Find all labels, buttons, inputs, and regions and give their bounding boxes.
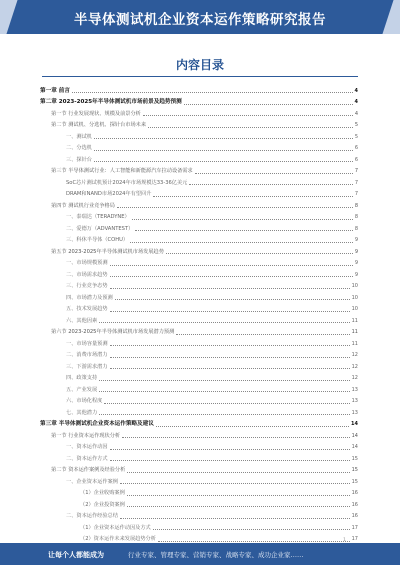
toc-entry-page: 15 [351,467,358,473]
toc-dot-leader [110,288,350,289]
toc-entry-title: （1）企业收购案例 [80,490,125,496]
toc-dot-leader [110,265,353,266]
toc-entry-title: 四、政策支持 [66,375,98,381]
toc-entry-title: 七、其他潜力 [66,409,98,416]
toc-dot-leader [110,368,350,369]
toc-dot-leader [127,495,350,496]
toc-entry-title: 一、市场容量预测 [66,340,108,347]
toc-dot-leader [110,311,350,312]
toc-dot-leader [99,391,349,392]
toc-entry-page: 7 [354,191,358,197]
toc-entry-title: 第三章 半导体测试机企业资本运作策略及建议 [40,421,154,427]
toc-entry-page: 5 [354,133,358,140]
toc-entry-title: 第二节 资本运作案例及经验分析 [51,467,126,473]
toc-entry-title: 一、测试机 [66,133,92,140]
toc-entry-title: 五、技术发展趋势 [66,306,108,312]
toc-entry[interactable] [40,486,358,498]
toc-entry[interactable] [40,244,358,256]
toc-entry-title: 一、资本运作动因 [66,444,108,450]
toc-entry-page: 10 [351,306,358,312]
footer-slogan: 让每个人都能成为 [48,551,104,559]
toc-entry[interactable] [40,497,358,509]
toc-dot-leader [94,138,353,139]
toc-dot-leader [153,196,352,197]
toc-entry[interactable] [40,164,358,176]
toc-entry-title: 第三节 半导体测试行业：人工智能和新能源汽车拉动设备需求 [51,168,193,174]
toc-entry-page: 12 [351,352,358,358]
report-title: 半导体测试机企业资本运作策略研究报告 [74,12,326,28]
toc-entry-page: 7 [354,179,358,186]
toc-entry[interactable] [40,463,358,475]
toc-entry-title: 第五节 2023-2025年半导体测试机市场发展趋势 [51,248,164,255]
toc-entry-title: （1）企业资本运作动因及方式 [80,524,151,531]
toc-entry-page: 9 [354,260,358,266]
toc-entry-page: 13 [351,398,358,404]
toc-entry[interactable] [40,187,358,199]
toc-entry-title: 二、爱德万（ADVANTEST） [66,225,134,232]
toc-entry-page: 8 [354,202,358,209]
toc-entry[interactable] [40,221,358,233]
toc-dot-leader [122,437,350,438]
toc-dot-leader [94,161,353,162]
toc-entry-page: 12 [351,363,358,370]
toc-entry-page: 16 [351,490,358,496]
toc-dot-leader [148,127,353,128]
toc-entry-title: 二、资本运作方式 [66,455,108,462]
toc-dot-leader [176,334,349,335]
toc-entry[interactable] [40,417,358,429]
toc-entry-page: 9 [354,271,358,278]
toc-entry-title: SoC芯片测试机预计2024年市场规模达33-36亿美元 [66,179,188,186]
toc-entry[interactable] [40,428,358,440]
toc-entry[interactable] [40,129,358,141]
toc-entry[interactable] [40,141,358,153]
toc-entry-title: （2）企业投资案例 [80,501,125,508]
toc-entry-title: 第一章 前言 [40,87,70,94]
toc-entry-page: 10 [351,294,358,301]
toc-dot-leader [110,345,350,346]
toc-entry-page: 16 [351,513,358,519]
toc-entry[interactable] [40,290,358,302]
toc-entry[interactable] [40,302,358,314]
toc-entry[interactable] [40,233,358,245]
toc-dot-leader [130,242,353,243]
toc-entry[interactable] [40,440,358,452]
toc-entry-page: 9 [354,248,358,255]
toc-dot-leader [120,483,350,484]
toc-entry-page: 4 [354,87,358,94]
toc-dot-leader [99,380,349,381]
toc-dot-leader [135,230,352,231]
toc-entry[interactable] [40,210,358,222]
toc-dot-leader [158,541,350,542]
toc-entry-page: 6 [354,145,358,151]
toc-entry[interactable] [40,359,358,371]
toc-entry[interactable] [40,198,358,210]
toc-entry-page: 10 [351,283,358,289]
toc-dot-leader [143,115,353,116]
toc-entry-page: 14 [351,444,358,450]
toc-dot-leader [110,276,353,277]
toc-entry[interactable] [40,474,358,486]
toc-entry-title: 第四节 测试机行业竞争格局 [51,202,115,209]
toc-entry-title: 一、市场规模预测 [66,260,108,266]
page-header [0,0,400,34]
toc-entry-title: 第二章 2023-2025年半导体测试机市场前景及趋势预测 [40,99,182,105]
toc-entry[interactable] [40,267,358,279]
page-number: 1 [343,538,346,543]
toc-entry-page: 4 [354,110,358,117]
toc-entry-title: 三、探针台 [66,156,92,163]
toc-dot-leader [132,219,353,220]
toc-entry-page: 5 [354,122,358,128]
toc-dot-leader [166,253,353,254]
toc-entry[interactable] [40,336,358,348]
toc-dot-leader [94,150,353,151]
toc-entry-title: 第一节 行业发展现状、规模及前景分析 [51,110,141,117]
toc-entry-title: 三、下游需求潜力 [66,363,108,370]
toc-entry[interactable] [40,451,358,463]
toc-entry-page: 12 [351,375,358,381]
toc-dot-leader [110,449,350,450]
toc-entry-title: （2）资本运作未来发展趋势分析 [80,536,156,542]
toc-dot-leader [99,414,349,415]
toc-entry-page: 14 [351,432,358,439]
toc-entry-title: 三、行业竞争态势 [66,283,108,289]
toc-entry-page: 17 [351,524,358,531]
toc-dot-leader [72,92,353,93]
toc-entry[interactable] [40,520,358,532]
toc-entry-page: 13 [351,386,358,393]
page-footer [0,543,400,565]
toc-dot-leader [153,529,350,530]
toc-entry-title: 二、分选机 [66,145,92,151]
toc-entry-page: 8 [354,214,358,220]
toc-entry-page: 11 [351,329,358,335]
toc-entry-title: 二、消费市场潜力 [66,352,108,358]
toc-dot-leader [127,506,350,507]
toc-dot-leader [127,472,349,473]
toc-entry-title: 第一节 行业资本运作现状分析 [51,432,121,439]
toc-entry-page: 17 [351,536,358,542]
toc-dot-leader [189,184,352,185]
toc-dot-leader [120,518,350,519]
toc-entry-page: 14 [351,421,358,427]
toc-divider [42,76,358,77]
toc-entry[interactable] [40,348,358,360]
toc-entry-page: 9 [354,237,358,243]
toc-entry-page: 11 [351,340,358,347]
toc-entry[interactable] [40,106,358,118]
toc-entry-page: 15 [351,455,358,462]
toc-heading: 内容目录 [175,58,224,72]
footer-tagline: 行业专家、管理专家、营销专家、战略专家、成功企业家…… [128,551,304,559]
table-of-contents [40,83,358,543]
toc-entry-title: 六、其他因素 [66,317,98,324]
toc-entry[interactable] [40,394,358,406]
toc-entry[interactable] [40,371,358,383]
toc-entry-title: 五、产业发展 [66,386,98,393]
toc-entry[interactable] [40,118,358,130]
toc-entry-title: DRAM和NAND市场2024年有望回升 [66,191,152,197]
toc-entry-page: 16 [351,501,358,508]
toc-entry-title: 二、市场需求趋势 [66,271,108,278]
toc-entry-page: 4 [354,99,358,105]
toc-dot-leader [110,357,350,358]
toc-entry-page: 7 [354,168,358,174]
toc-entry-title: 一、泰瑞达（TERADYNE） [66,214,130,220]
toc-entry-page: 6 [354,156,358,163]
toc-entry[interactable] [40,313,358,325]
toc-entry[interactable] [40,256,358,268]
toc-entry-page: 11 [351,317,358,324]
toc-entry[interactable] [40,325,358,337]
toc-entry[interactable] [40,509,358,521]
toc-entry[interactable] [40,279,358,291]
toc-entry[interactable] [40,83,358,95]
toc-dot-leader [104,403,349,404]
toc-entry-page: 15 [351,478,358,485]
toc-entry-title: 六、市场化程度 [66,398,103,404]
toc-entry-page: 8 [354,225,358,232]
toc-dot-leader [156,426,349,427]
toc-entry-title: 一、企业资本运作案例 [66,478,118,485]
toc-entry-title: 四、市场潜力及预测 [66,294,113,301]
toc-entry[interactable] [40,382,358,394]
toc-entry[interactable] [40,405,358,417]
toc-entry-page: 13 [351,409,358,416]
toc-dot-leader [110,460,350,461]
toc-entry[interactable] [40,95,358,107]
toc-dot-leader [117,207,353,208]
toc-entry-title: 第六节 2023-2025年半导体测试机市场发展潜力预测 [51,329,175,335]
toc-entry[interactable] [40,152,358,164]
toc-dot-leader [115,299,350,300]
toc-entry-title: 二、资本运作经验总结 [66,513,118,519]
toc-entry-title: 第二节 测试机、分选机、探针台市场未来 [51,122,147,128]
toc-dot-leader [184,104,353,105]
toc-entry-title: 三、科休半导体（COHU） [66,237,129,243]
toc-entry[interactable] [40,532,358,544]
toc-dot-leader [195,173,353,174]
toc-dot-leader [99,322,349,323]
toc-entry[interactable] [40,175,358,187]
